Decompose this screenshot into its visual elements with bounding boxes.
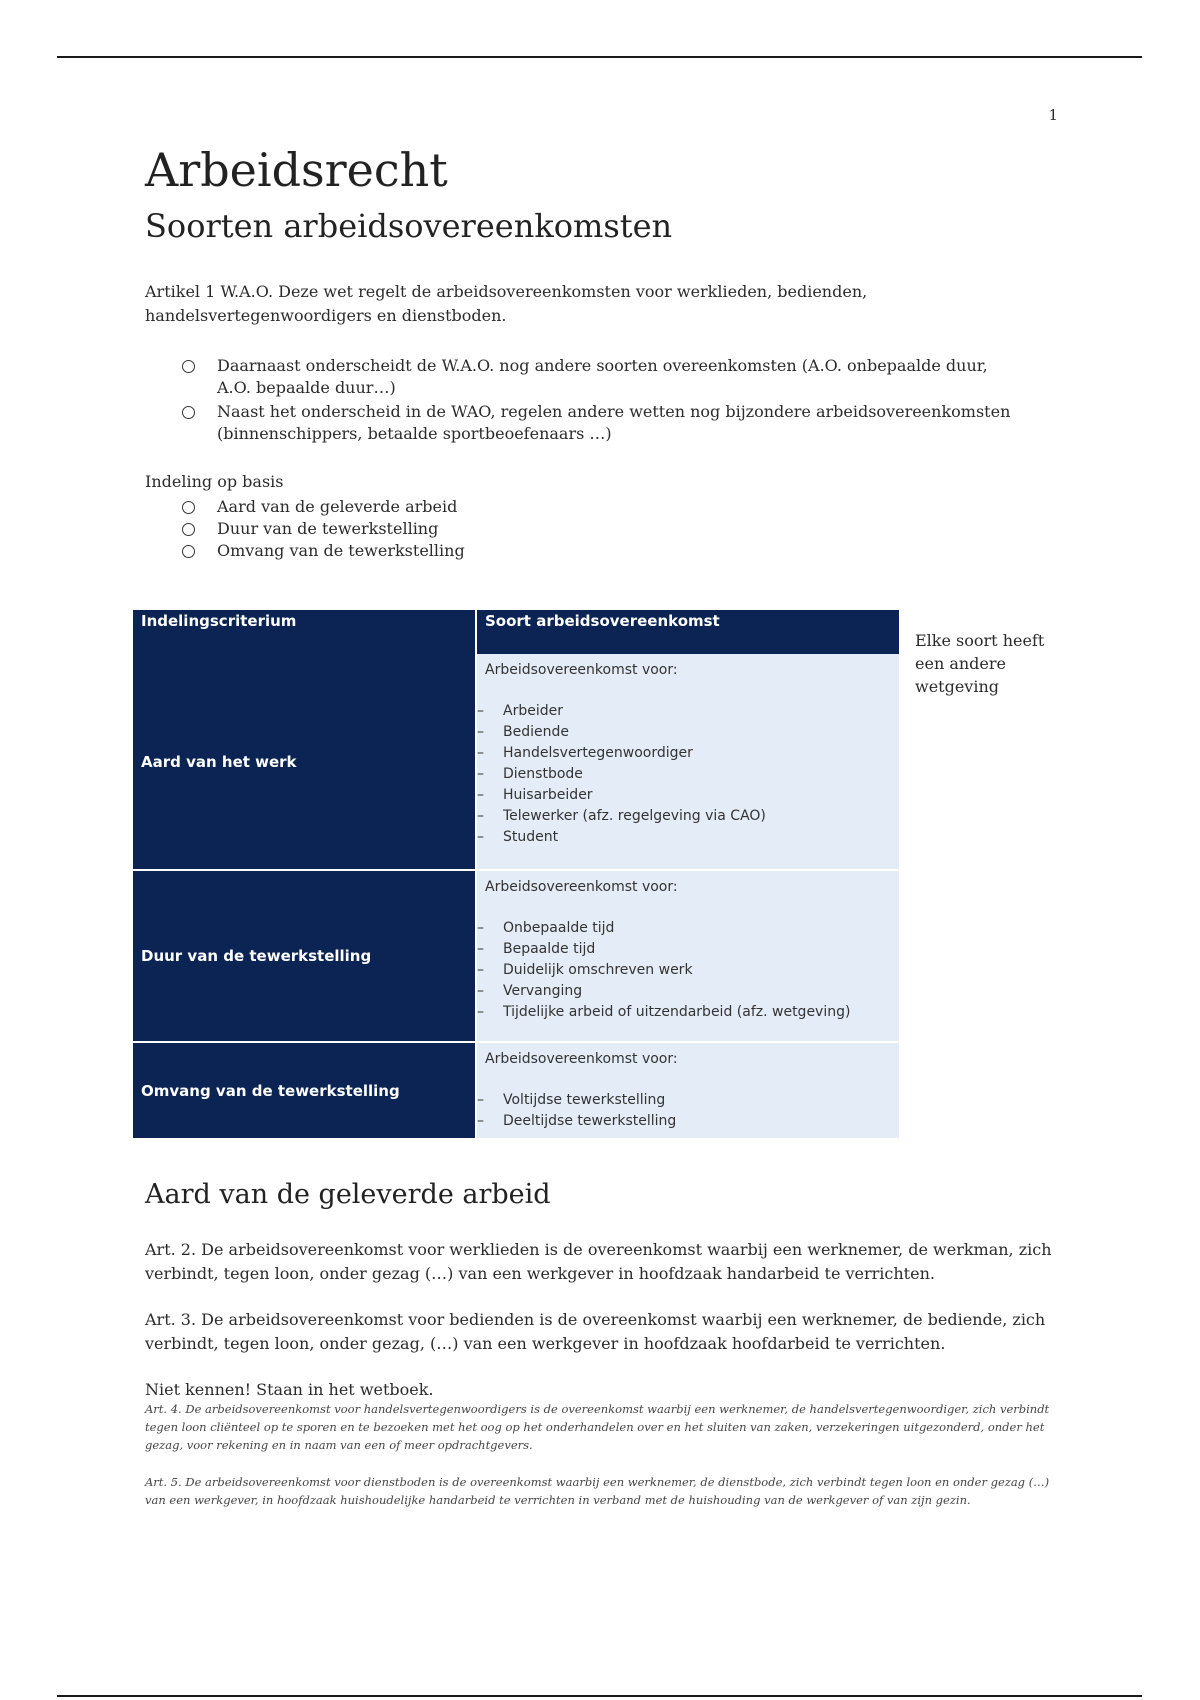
criterium-cell: Aard van het werk [133,654,476,870]
type-item: – Bepaalde tijd [477,939,891,960]
top-rule [57,56,1142,58]
types-list [485,918,891,1023]
type-item: – Tijdelijke arbeid of uitzendarbeid (afz. wetgeving) [477,1002,891,1023]
type-item: – Onbepaalde tijd [477,918,891,939]
side-note: Elke soort heeft een andere wetgeving [915,631,1045,696]
types-list [485,1090,891,1132]
header-soort: Soort arbeidsovereenkomst [476,610,899,654]
criterium-cell: Duur van de tewerkstelling [133,870,476,1042]
types-lead: Arbeidsovereenkomst voor: [485,662,678,678]
types-lead: Arbeidsovereenkomst voor: [485,879,678,895]
table-row [133,654,899,870]
type-item: – Student [477,827,891,848]
type-item: – Duidelijk omschreven werk [477,960,891,981]
study-note: Niet kennen! Staan in het wetboek. [145,1380,434,1399]
type-item: – Deeltijdse tewerkstelling [477,1111,891,1132]
section-heading: Aard van de geleverde arbeid [145,1179,551,1210]
page-title: Arbeidsrecht [145,143,448,197]
table-row [133,1042,899,1138]
article-5: Art. 5. De arbeidsovereenkomst voor dienstboden is de overeenkomst waarbij een werknemer, de dienstbode, zich verbindt tegen loon en onder gezag (…) van een werkgever, in hoofdzaak huishoudelijke handarbeid te verrichten in verband met de huishouding van de werkgever of van zijn gezin. [145,1474,1050,1507]
type-item: – Bediende [477,722,891,743]
list-item: Aard van de geleverde arbeid [145,496,465,518]
type-item: – Vervanging [477,981,891,1002]
list-item: Daarnaast onderscheidt de W.A.O. nog andere soorten overeenkomsten (A.O. onbepaalde duur, A.O. bepaalde duur…) [145,355,1025,399]
types-lead: Arbeidsovereenkomst voor: [485,1051,678,1067]
types-cell [476,870,899,1042]
article-3: Art. 3. De arbeidsovereenkomst voor bedienden is de overeenkomst waarbij een werknemer, de bediende, zich verbindt, tegen loon, onder gezag, (…) van een werkgever in hoofdzaak hoofdarbeid te verrichten. [145,1310,1046,1353]
bottom-rule [57,1695,1142,1697]
types-cell [476,654,899,870]
wao-notes-list [145,355,1025,447]
list-item: Duur van de tewerkstelling [145,518,465,540]
type-item: – Arbeider [477,701,891,722]
basis-label: Indeling op basis [145,472,284,491]
header-criterium: Indelingscriterium [133,610,476,654]
type-item: – Dienstbode [477,764,891,785]
types-cell [476,1042,899,1138]
type-item: – Huisarbeider [477,785,891,806]
article-4: Art. 4. De arbeidsovereenkomst voor handelsvertegenwoordigers is de overeenkomst waarbij een werknemer, de handelsvertegenwoordiger, zich verbindt tegen loon cliënteel op te sporen en te bezoeken met het oog op het onderhandelen over en het sluiten van zaken, verzekeringen uitgezonderd, onder het gezag, voor rekening en in naam van een of meer opdrachtgevers. [145,1401,1050,1452]
criteria-table [133,610,899,1138]
types-list [485,701,891,848]
type-item: – Voltijdse tewerkstelling [477,1090,891,1111]
list-item: Naast het onderscheid in de WAO, regelen andere wetten nog bijzondere arbeidsovereenkomsten (binnenschippers, betaalde sportbeoefenaars …) [145,401,1025,445]
page-number: 1 [1048,106,1058,124]
criterium-cell: Omvang van de tewerkstelling [133,1042,476,1138]
type-item: – Telewerker (afz. regelgeving via CAO) [477,806,891,827]
type-item: – Handelsvertegenwoordiger [477,743,891,764]
basis-list [145,496,465,562]
intro-paragraph: Artikel 1 W.A.O. Deze wet regelt de arbeidsovereenkomsten voor werklieden, bedienden, handelsvertegenwoordigers en dienstboden. [145,282,868,325]
page-subtitle: Soorten arbeidsovereenkomsten [145,207,673,245]
list-item: Omvang van de tewerkstelling [145,540,465,562]
article-2: Art. 2. De arbeidsovereenkomst voor werklieden is de overeenkomst waarbij een werknemer, de werkman, zich verbindt, tegen loon, onder gezag (…) van een werkgever in hoofdzaak handarbeid te verrichten. [145,1240,1052,1283]
table-row [133,870,899,1042]
